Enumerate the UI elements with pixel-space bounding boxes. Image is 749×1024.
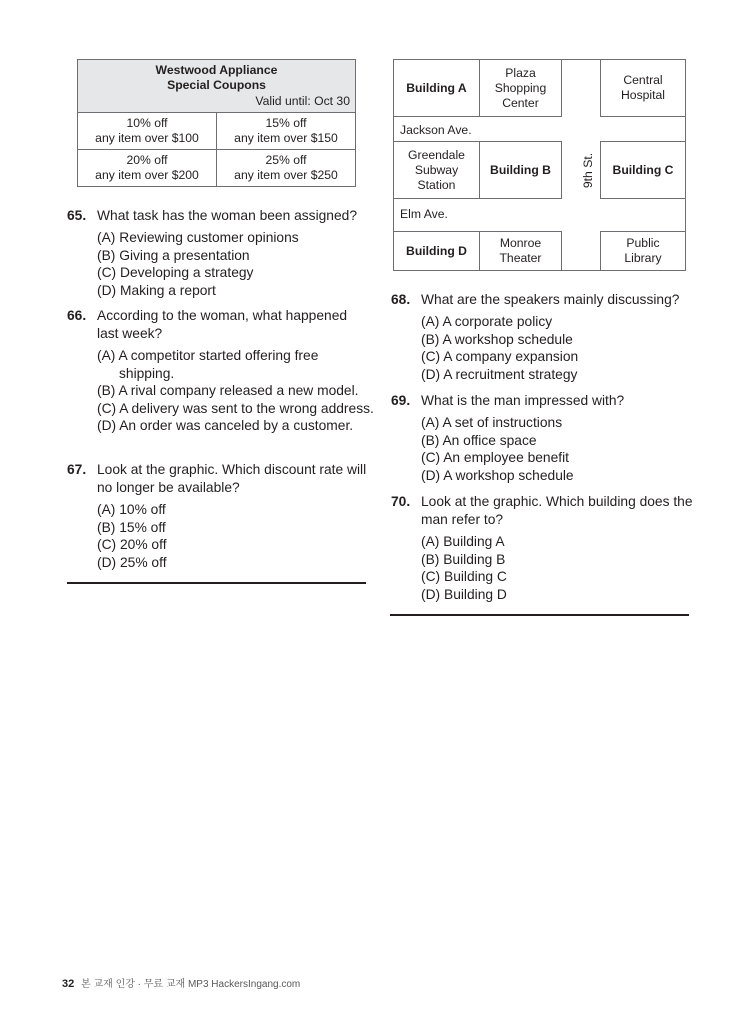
coupon-condition: any item over $100 xyxy=(95,131,199,145)
coupon-valid-until: Valid until: Oct 30 xyxy=(255,93,350,108)
coupon-title-line2: Special Coupons xyxy=(167,78,266,93)
page-number: 32 xyxy=(62,978,75,990)
right-column-divider xyxy=(390,614,689,616)
question-number: 66. xyxy=(67,308,87,323)
coupon-condition: any item over $150 xyxy=(234,131,338,145)
map-label-line: Plaza xyxy=(505,65,536,80)
question-stem: What is the man impressed with? xyxy=(421,393,625,408)
page-footer xyxy=(62,975,300,990)
question-number: 69. xyxy=(391,393,411,408)
question-number: 67. xyxy=(67,462,87,477)
answer-options xyxy=(421,313,701,383)
coupon-condition: any item over $200 xyxy=(95,168,199,182)
question-number: 68. xyxy=(391,292,411,307)
answer-option[interactable]: (C) A company expansion xyxy=(421,349,579,365)
answer-option[interactable]: (A) A corporate policy xyxy=(421,314,553,329)
map-central-hospital xyxy=(600,59,686,117)
coupon-cell xyxy=(217,113,356,150)
map-greendale-subway-station xyxy=(393,141,480,199)
answer-options xyxy=(97,347,377,435)
answer-options xyxy=(421,414,701,484)
map-jackson-ave: Jackson Ave. xyxy=(400,123,472,137)
map-building-d: Building D xyxy=(393,231,480,271)
footer-text: 본 교재 인강 · 무료 교재 MP3 HackersIngang.com xyxy=(81,979,301,990)
map-label-line: Central xyxy=(623,73,663,87)
coupon-rate: 15% off xyxy=(265,115,307,130)
map-monroe-theater xyxy=(479,231,562,271)
question-number: 65. xyxy=(67,208,87,223)
coupon-rate: 20% off xyxy=(126,152,168,167)
coupon-title-line1: Westwood Appliance xyxy=(155,62,278,77)
map-elm-ave: Elm Ave. xyxy=(400,207,448,221)
question-number: 70. xyxy=(391,494,411,509)
map-label-line: Theater xyxy=(499,251,542,265)
question-stem: What task has the woman been assigned? xyxy=(97,208,357,223)
question-stem: Look at the graphic. Which building does the man refer to? xyxy=(421,494,693,527)
map-9th-st: 9th St. xyxy=(581,152,596,189)
answer-option[interactable]: (C) 20% off xyxy=(97,537,167,553)
question-stem: According to the woman, what happened last week? xyxy=(97,308,348,341)
answer-option[interactable]: (C) Building C xyxy=(421,569,507,585)
map-label-line: Subway xyxy=(414,162,459,177)
answer-option[interactable]: (D) 25% off xyxy=(97,554,167,570)
answer-option[interactable]: (B) 15% off xyxy=(97,519,166,535)
answer-option[interactable]: (B) An office space xyxy=(421,432,537,448)
answer-options xyxy=(421,533,701,603)
answer-option[interactable]: (A) Building A xyxy=(421,534,505,549)
answer-option[interactable]: (D) Building D xyxy=(421,586,507,602)
map-label-line: Greendale xyxy=(408,147,465,162)
coupon-rate: 25% off xyxy=(265,152,307,167)
answer-option[interactable]: (B) A rival company released a new model. xyxy=(97,383,359,399)
map-label-line: Public xyxy=(626,236,660,250)
street-map xyxy=(393,59,686,271)
answer-option[interactable]: (A) A set of instructions xyxy=(421,415,563,430)
answer-option[interactable]: (A) A competitor started offering free shipping. xyxy=(97,348,319,381)
answer-option[interactable]: (D) A workshop schedule xyxy=(421,467,574,483)
answer-option[interactable]: (A) 10% off xyxy=(97,502,166,517)
answer-option[interactable]: (C) Developing a strategy xyxy=(97,265,254,281)
coupon-header xyxy=(78,60,356,113)
coupon-condition: any item over $250 xyxy=(234,168,338,182)
answer-option[interactable]: (B) A workshop schedule xyxy=(421,331,573,347)
answer-option[interactable]: (B) Building B xyxy=(421,551,506,567)
map-plaza-shopping-center xyxy=(479,59,562,117)
map-building-a: Building A xyxy=(393,59,480,117)
map-label-line: Station xyxy=(417,177,456,192)
left-column-divider xyxy=(67,582,366,584)
map-label-line: Monroe xyxy=(499,236,542,250)
question-stem: Look at the graphic. Which discount rate will no longer be available? xyxy=(97,462,367,495)
answer-option[interactable]: (D) An order was canceled by a customer. xyxy=(97,418,354,434)
coupon-table xyxy=(77,59,356,187)
answer-option[interactable]: (D) Making a report xyxy=(97,282,216,298)
map-building-c: Building C xyxy=(600,141,686,199)
coupon-cell xyxy=(217,150,356,187)
map-public-library xyxy=(600,231,686,271)
answer-options xyxy=(97,229,377,299)
coupon-cell xyxy=(78,150,217,187)
answer-options xyxy=(97,501,377,571)
map-label-line: Library xyxy=(624,251,662,265)
answer-option[interactable]: (D) A recruitment strategy xyxy=(421,366,578,382)
coupon-rate: 10% off xyxy=(126,115,168,130)
answer-option[interactable]: (C) An employee benefit xyxy=(421,450,570,466)
map-building-b: Building B xyxy=(479,141,562,199)
map-label-line: Shopping xyxy=(494,80,547,95)
answer-option[interactable]: (C) A delivery was sent to the wrong address. xyxy=(97,400,374,416)
answer-option[interactable]: (B) Giving a presentation xyxy=(97,247,250,263)
coupon-cell xyxy=(78,113,217,150)
answer-option[interactable]: (A) Reviewing customer opinions xyxy=(97,230,299,245)
question-stem: What are the speakers mainly discussing? xyxy=(421,292,680,307)
map-label-line: Center xyxy=(502,95,539,110)
map-label-line: Hospital xyxy=(620,88,666,102)
